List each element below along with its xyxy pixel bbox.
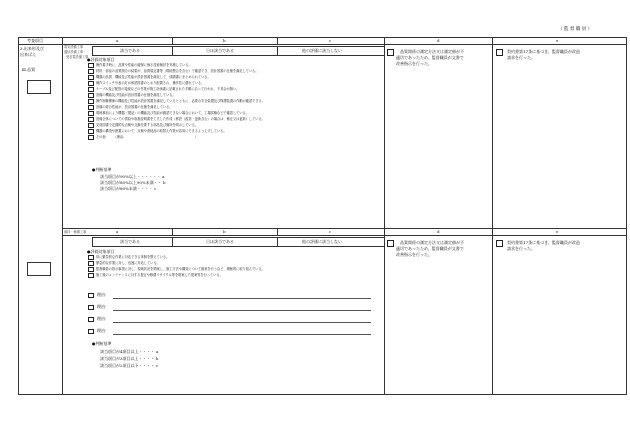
category-2-line1: 維持・修繕工事	[64, 230, 87, 234]
check-item: その他 （理由： ）	[96, 135, 198, 139]
col-e-2-line1: 契約書第17条に基づき、監督職員が改造	[507, 240, 580, 245]
judgment-2-c: 該当項目が2項目以下・・・・ c	[100, 363, 159, 368]
checkbox[interactable]	[88, 135, 94, 140]
reason-label: 理由：	[97, 304, 109, 309]
judgment-heading-1: ●判断基準	[92, 167, 112, 172]
col-e-1-line2: 請求を行った。	[507, 55, 535, 60]
judgment-heading-2: ●判断基準	[92, 341, 112, 346]
col-e-1-line1: 契約書第17条に基づき、監督職員が改造	[507, 49, 580, 54]
judgment-1-a: 該当項目が90%以上・・・・・・ a	[100, 174, 165, 179]
check-item: 完成図書で定期的な点検や交換を要する部品及び箇所を明示している。	[96, 123, 198, 127]
col-d-2-line2: 適切であったため、監督職員が文書で	[396, 246, 464, 251]
col-header-c: c	[329, 38, 332, 43]
judgment-2-a: 該当項目が4項目以上・・・・ a	[100, 349, 159, 354]
score-box-2[interactable]	[27, 262, 51, 276]
rating-2-a: 該当である	[120, 239, 140, 244]
rating-2-c: 他の評価に該当しない	[302, 239, 342, 244]
checkbox[interactable]	[88, 87, 94, 92]
col-d-1-line1: 品質関係の測定方法又は測定値が不	[400, 49, 464, 54]
rating-1-a: 該当である	[120, 48, 140, 53]
col-header-e: e	[556, 38, 559, 43]
checkbox[interactable]	[88, 267, 94, 272]
eval-heading-2: ●評価対象項目	[87, 249, 115, 254]
col-e-checkbox-1[interactable]	[496, 49, 503, 56]
check-item: 設備の総合性能が、設計図書の仕様を満足している。	[96, 105, 173, 109]
reason-label: 理由：	[97, 328, 109, 333]
item-header: 考査項目	[27, 38, 43, 43]
col-header-a-2: a	[116, 229, 119, 234]
rating-1-b: 日ほ該当である	[206, 48, 234, 53]
category-1-line3: 受変電設備工事	[66, 55, 89, 59]
check-item: 機器の構造や配置において、点検や消耗品の取替え作業が容易にできるよう工夫している。	[96, 129, 227, 133]
check-item: 設備の機能及び性能が設計図書の仕様を満足している。	[96, 93, 176, 97]
check-item: 常に緊急的な作業に対応できる体制を整えている。	[96, 255, 170, 259]
col-e-2-line2: 請求を行った。	[507, 246, 535, 251]
judgment-1-b: 該当項目が80%以上90%未満・・ b	[100, 180, 166, 185]
col-d-checkbox-2[interactable]	[387, 240, 394, 247]
col-header-b-2: b	[223, 229, 226, 234]
checkbox[interactable]	[88, 123, 94, 128]
rating-1-c: 他の評価に該当しない	[302, 48, 342, 53]
checkbox[interactable]	[88, 317, 94, 322]
checkbox[interactable]	[88, 99, 94, 104]
reason-line[interactable]	[113, 334, 371, 335]
check-item: 機器の品質、機能及び性能が設計図書を満足して、成績書にまとめられている。	[96, 75, 211, 79]
checkbox[interactable]	[88, 255, 94, 260]
checkbox[interactable]	[88, 81, 94, 86]
col-d-1-line3: 改善指示を行った。	[396, 61, 432, 66]
col-d-2-line1: 品質関係の測定方法又は測定値が不	[400, 240, 464, 245]
reason-label: 理由：	[97, 316, 109, 321]
check-item: 材料・部品の品質照合の結果が、品質規定書等（現地整合を含む）で確認でき、設計図書の仕様を満足している。	[96, 69, 259, 73]
checkbox[interactable]	[88, 117, 94, 122]
col-e-checkbox-2[interactable]	[496, 240, 503, 247]
eval-heading-1: ●評価対象項目	[87, 57, 115, 62]
checkbox[interactable]	[88, 305, 94, 310]
checkbox[interactable]	[88, 329, 94, 334]
col-d-2-line3: 改善指示を行った。	[396, 252, 432, 257]
col-header-d: d	[437, 38, 440, 43]
item-sub: Ⅲ.品質	[22, 67, 36, 72]
checkbox[interactable]	[88, 69, 94, 74]
check-item: 施工後のメンテナンスに対する提言や修繕リサイクル等を勘案した提案等を行っている。	[96, 273, 223, 277]
reason-label: 理由：	[97, 292, 109, 297]
check-item: 設備全体についての供給や取扱説明書を工夫した作成（移設（改造・更新含む）の場合は、修正又は更新）している。	[96, 117, 265, 121]
col-header-e-2: e	[556, 229, 559, 234]
checkbox[interactable]	[88, 75, 94, 80]
supervisor-role-label: （ 監 督 職 員 ）	[558, 27, 593, 32]
item-title-line2: 出来ばえ	[20, 52, 36, 57]
category-1-line2: 通信設備工事・	[64, 50, 87, 54]
col-d-checkbox-1[interactable]	[387, 49, 394, 56]
checkbox[interactable]	[88, 111, 94, 116]
score-box-1[interactable]	[27, 80, 51, 94]
rating-2-b: 日ほ該当である	[206, 239, 234, 244]
category-1-line1: 電気設備工事	[64, 45, 84, 49]
check-item: 現地事前により機器（製品）の機能及び性能が確認できない場合において、工場試験などで確認している。	[96, 111, 249, 115]
reason-line[interactable]	[113, 310, 371, 311]
judgment-2-b: 該当項目が3項目以上・・・・ b	[100, 356, 159, 361]
check-item: 操作着手時に、品質や性能の確保に係る技術検討を実施している。	[96, 63, 192, 67]
check-item: 監督職員の指示事項に対し、現地状況を勘案し、施工方法や構造について創意を行うなど、積極的に取り組んでいる。	[96, 267, 265, 271]
col-header-d-2: d	[437, 229, 440, 234]
checkbox[interactable]	[88, 129, 94, 134]
checkbox[interactable]	[88, 63, 94, 68]
reason-line[interactable]	[113, 298, 371, 299]
checkbox[interactable]	[88, 273, 94, 278]
col-header-c-2: c	[329, 229, 332, 234]
col-d-1-line2: 適切であったため、監督職員が文書で	[396, 55, 464, 60]
checkbox[interactable]	[88, 293, 94, 298]
item-title-line1: 3.出来形及び	[20, 46, 44, 51]
checkbox[interactable]	[88, 105, 94, 110]
checkbox[interactable]	[88, 93, 94, 98]
col-header-b: b	[223, 38, 226, 43]
check-item: 緊急的な作業に対し、迅速に対応している。	[96, 261, 160, 265]
check-item: 操作スイッチや表示灯が承認図書のとおり配置され、操作性に優れている。	[96, 81, 205, 85]
check-item: ケーブル及び配管の接続などの作業が施工計画書に記載された手順に沿って行われ、不具合が無い。	[96, 87, 240, 91]
reason-line[interactable]	[113, 322, 371, 323]
judgment-1-c: 該当項目が80%未満・・・・ c	[100, 186, 157, 191]
check-item: 操作制御関係の機能及び性能が設計図書を満足しているとともに、必要な安全装置及び保護装置の作動が確認できる。	[96, 99, 265, 103]
checkbox[interactable]	[88, 261, 94, 266]
col-header-a: a	[116, 38, 119, 43]
